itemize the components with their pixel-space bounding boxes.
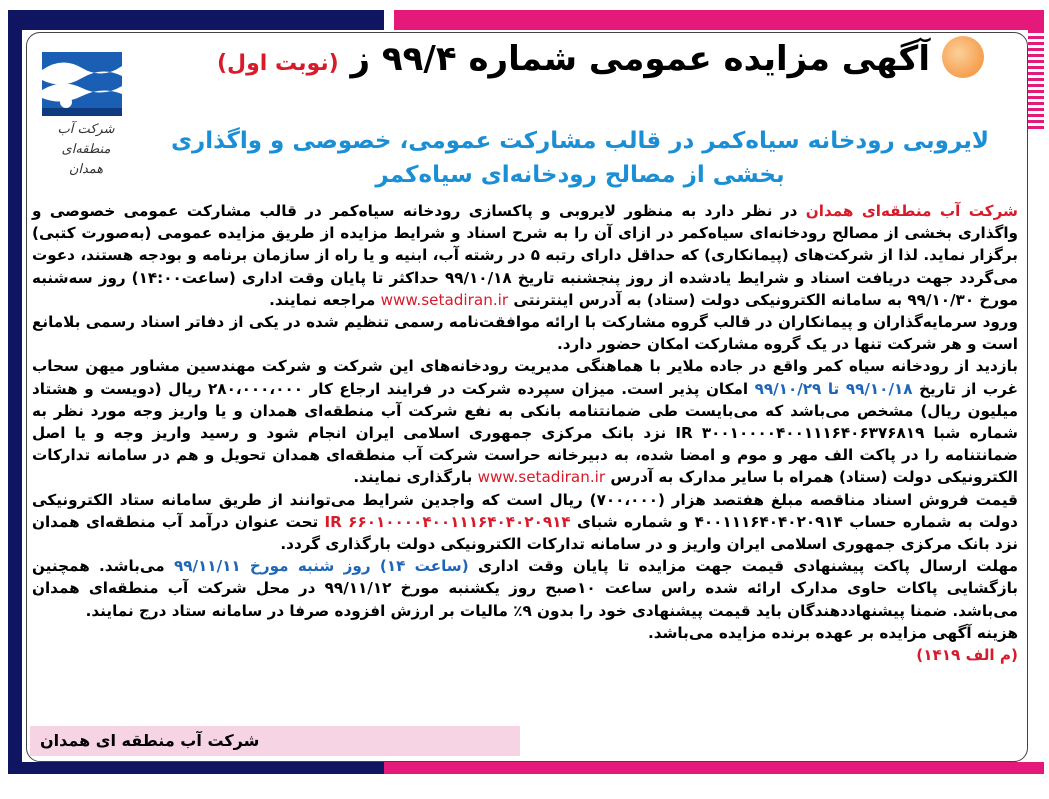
logo-caption-line2: همدان bbox=[68, 162, 104, 177]
paragraph-document-price bbox=[32, 489, 1018, 556]
company-name: شرکت آب منطقه‌ای همدان bbox=[805, 202, 1018, 220]
logo-caption-line1: شرکت آب منطقه‌ای bbox=[57, 122, 115, 157]
page-subtitle: لایروبی رودخانه سیاه‌کمر در قالب مشارکت عمومی، خصوصی و واگذاری بخشی از مصالح رودخانه‌ای سیاه‌کمر bbox=[170, 128, 990, 188]
decorative-stripes bbox=[1028, 30, 1044, 130]
paragraph-cost: هزینه آگهی مزایده بر عهده برنده مزایده می‌باشد. bbox=[647, 623, 1018, 642]
paragraph-text: قیمت فروش اسناد مناقصه مبلغ هفتصد هزار (۷۰۰،۰۰۰) ریال است که واجدین شرایط می‌توانند از طریق سامانه ستاد الکترونیکی دولت به شماره حساب ۴۰۰۱۱۱۶۴۰۴۰۲۰۹۱۴ و شماره شبای bbox=[32, 490, 1018, 531]
setadiran-link[interactable]: www.setadiran.ir bbox=[477, 468, 606, 487]
setadiran-link[interactable]: www.setadiran.ir bbox=[380, 290, 509, 309]
deadline-date: (ساعت ۱۴) روز شنبه مورخ ۹۹/۱۱/۱۱ bbox=[173, 557, 469, 576]
frame-left bbox=[8, 10, 22, 762]
paragraph-text: می‌باشد. همچنین بازگشایی پاکات حاوی مدارک ارائه شده راس ساعت ۱۰صبح روز یکشنبه مورخ ۹۹/۱۱/۱۲ در محل شرکت آب منطقه‌ای همدان می‌باشد. ضمنا پیشنهاددهندگان باید قیمت پیشنهادی خود را بدون ۹٪ مالیات بر ارزش افزوده صرفا در سامانه ستاد درج نمایند. bbox=[32, 557, 1018, 620]
paragraph-text: تحت عنوان درآمد آب منطقه‌ای همدان نزد بانک مرکزی جمهوری اسلامی ایران واریز و در سامانه تدارکات الکترونیکی دولت بارگذاری گردد. bbox=[32, 512, 1018, 554]
page-title bbox=[216, 36, 930, 87]
title-main: آگهی مزایده عمومی شماره ۹۹/۴ ز bbox=[350, 39, 930, 79]
paragraph-text: مراجعه نمایند. bbox=[269, 290, 381, 309]
frame-bottom-navy bbox=[8, 762, 384, 774]
sun-icon bbox=[942, 36, 984, 78]
iban-number: IR ۶۶۰۱۰۰۰۰۴۰۰۱۱۱۶۴۰۴۰۲۰۹۱۴ bbox=[324, 512, 571, 531]
visit-dates: ۹۹/۱۰/۱۸ تا ۹۹/۱۰/۲۹ bbox=[754, 379, 913, 398]
ad-body bbox=[32, 200, 1018, 666]
frame-top-pink bbox=[394, 10, 1044, 30]
paragraph-text: مهلت ارسال پاکت پیشنهادی قیمت جهت مزایده تا پایان وقت اداری bbox=[468, 557, 1018, 576]
paragraph-text: در نظر دارد به منظور لایروبی و پاکسازی رودخانه سیاه‌کمر در قالب مشارکت عمومی خصوصی و واگذاری بخشی از مصالح رودخانه‌ای سیاه‌کمر در ازای آن را به شرح اسناد و شرایط مزایده از طریق مزایده عمومی (به‌صورت کتبی) برگزار نماید. لذا از شرکت‌های (پیمانکاری) که حداقل دارای رتبه ۵ در رشته آب، ابنیه و یا راه از سازمان برنامه و بودجه هستند، دعوت می‌گردد جهت دریافت اسناد و شرایط یادشده از روز پنجشنبه تاریخ ۹۹/۱۰/۱۸ حداکثر تا پایان وقت اداری (ساعت۱۴:۰۰) روز سه‌شنبه مورخ ۹۹/۱۰/۳۰ به سامانه الکترونیکی دولت (ستاد) به آدرس اینترنتی bbox=[32, 202, 1018, 309]
paragraph-partnership: ورود سرمایه‌گذاران و پیمانکاران در قالب گروه مشارکت با ارائه موافقت‌نامه رسمی تنظیم شده در یکی از دفاتر اسناد رسمی بلامانع است و هر شرکت تنها در یک گروه مشارکت امکان حضور دارد. bbox=[32, 313, 1018, 354]
logo-caption bbox=[40, 120, 132, 180]
paragraph-visit-deposit bbox=[32, 355, 1018, 488]
paragraph-text: بازدید از رودخانه سیاه کمر واقع در جاده ملایر با هماهنگی مدیریت رودخانه‌های این شرکت و شرکت مهندسین مشاور میهن سحاب غرب از تاریخ bbox=[32, 357, 1018, 398]
paragraph-text: بارگذاری نمایند. bbox=[353, 468, 478, 487]
reference-code: (م الف ۱۴۱۹) bbox=[916, 646, 1018, 665]
paragraph-deadline bbox=[32, 555, 1018, 622]
paragraph-text: امکان پذیر است. میزان سپرده شرکت در فرایند ارجاع کار ۲۸۰،۰۰۰،۰۰۰ ریال (دویست و هشتاد میلیون ریال) مشخص می‌باشد که می‌بایست طی ضمانتنامه بانکی به نفع شرکت آب منطقه‌ای همدان و یا واریز وجه مورد نظر به شماره شبا IR ۳۰۰۱۰۰۰۰۴۰۰۱۱۱۶۴۰۶۳۷۶۸۱۹ نزد بانک مرکزی جمهوری اسلامی ایران انجام شود و رسید واریز وجه و یا اصل ضمانتنامه را در پاکت الف مهر و موم و امضا شده، به دبیرخانه حراست شرکت آب منطقه‌ای همدان تحویل و هم در سامانه تدارکات الکترونیکی دولت (ستاد) همراه با سایر مدارک به آدرس bbox=[32, 379, 1018, 487]
title-turn-badge: (نوبت اول) bbox=[216, 51, 339, 76]
frame-bottom-pink bbox=[384, 762, 1044, 774]
footer-company-bar bbox=[30, 726, 520, 756]
paragraph-invitation bbox=[32, 200, 1018, 311]
footer-company-name: شرکت آب منطقه ای همدان bbox=[40, 731, 260, 750]
frame-top-navy bbox=[8, 10, 384, 30]
